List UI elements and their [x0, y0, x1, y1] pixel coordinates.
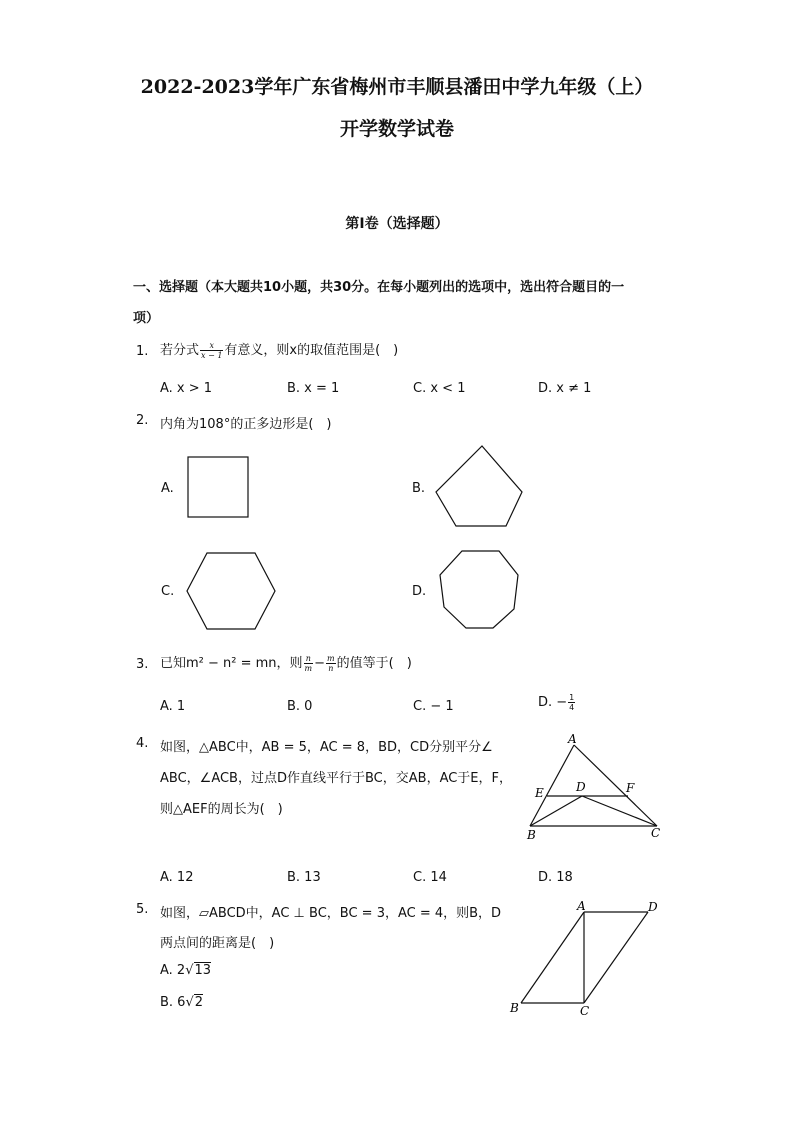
q1-number: 1. [136, 344, 149, 359]
q5-label-d: D [648, 900, 658, 914]
q5-number: 5. [136, 902, 149, 917]
q4-label-f: F [626, 781, 635, 795]
q4-option-a[interactable]: A. 12 [160, 870, 194, 885]
q5-label-c: C [580, 1004, 590, 1018]
q1-option-c[interactable]: C. x < 1 [413, 381, 466, 396]
q3-minus: − [314, 656, 326, 671]
q5-stem-line1: 如图，▱ABCD中，AC ⊥ BC，BC = 3，AC = 4，则B，D [160, 906, 502, 921]
exam-title-line2: 开学数学试卷 [339, 118, 454, 140]
q3-f2-den: n [328, 664, 334, 673]
section-title: 第I卷（选择题） [345, 216, 449, 232]
part-heading-line1: 一、选择题（本大题共10小题，共30分。在每小题列出的选项中，选出符合题目的一 [133, 280, 625, 295]
radical-sign: √ [185, 963, 194, 978]
q2-option-b-label[interactable]: B. [412, 481, 426, 496]
q4-option-b[interactable]: B. 13 [287, 870, 321, 885]
q2-option-c-label[interactable]: C. [161, 584, 175, 599]
q3-f1-den: m [304, 664, 313, 673]
q4-label-b: B [527, 828, 536, 842]
q3-stem-pre: 已知m² − n² = mn，则 [160, 656, 303, 671]
q3-opt-d-num: 1 [569, 693, 575, 702]
q4-label-d: D [576, 780, 586, 794]
q4-stem-line2: ABC，∠ACB，过点D作直线平行于BC，交AB，AC于E，F， [160, 771, 512, 786]
part-heading-line2: 项） [133, 311, 160, 326]
q1-option-a[interactable]: A. x > 1 [160, 381, 213, 396]
q1-option-d[interactable]: D. x ≠ 1 [538, 381, 592, 396]
q3-option-b[interactable]: B. 0 [287, 699, 313, 714]
radical-sign: √ [185, 995, 194, 1010]
q3-opt-d-den: 4 [569, 703, 575, 712]
q4-label-a: A [568, 732, 577, 746]
q4-stem-line1: 如图，△ABC中，AB = 5，AC = 8，BD，CD分别平分∠ [160, 740, 493, 755]
q5-label-b: B [510, 1001, 519, 1015]
q3-number: 3. [136, 657, 149, 672]
q4-stem-line3: 则△AEF的周长为( ) [160, 802, 283, 817]
q3-option-a[interactable]: A. 1 [160, 699, 186, 714]
q3-f1-num: n [304, 654, 314, 664]
q4-label-c: C [651, 826, 661, 840]
q3-f2-num: m [327, 654, 335, 663]
exam-title-line1: 2022-2023学年广东省梅州市丰顺县潘田中学九年级（上） [140, 76, 654, 98]
q4-label-e: E [535, 786, 544, 800]
q2-option-a-label[interactable]: A. [161, 481, 174, 496]
q4-option-d[interactable]: D. 18 [538, 870, 573, 885]
q1-option-b[interactable]: B. x = 1 [287, 381, 340, 396]
q5-option-a-label: A. 2 [160, 963, 186, 978]
q5-option-b-radicand: 2 [194, 995, 204, 1010]
q5-option-b-label: B. 6 [160, 995, 186, 1010]
q2-number: 2. [136, 413, 149, 428]
q3-stem-post: 的值等于( ) [336, 656, 412, 671]
q2-option-d-label[interactable]: D. [412, 584, 427, 599]
q1-stem-pre: 若分式 [160, 343, 200, 358]
q1-stem-post: 有意义，则x的取值范围是( ) [224, 343, 399, 358]
q5-option-a-radicand: 13 [194, 963, 212, 978]
q5-label-a: A [577, 899, 586, 913]
q4-number: 4. [136, 736, 149, 751]
q2-stem: 内角为108°的正多边形是( ) [160, 417, 332, 432]
q5-stem-line2: 两点间的距离是( ) [160, 936, 275, 951]
q3-option-d-label: D. − [538, 695, 568, 710]
q1-frac-num: x [200, 341, 223, 351]
q4-option-c[interactable]: C. 14 [413, 870, 447, 885]
q1-frac-den: x − 1 [201, 351, 223, 360]
q3-option-c[interactable]: C. − 1 [413, 699, 454, 714]
